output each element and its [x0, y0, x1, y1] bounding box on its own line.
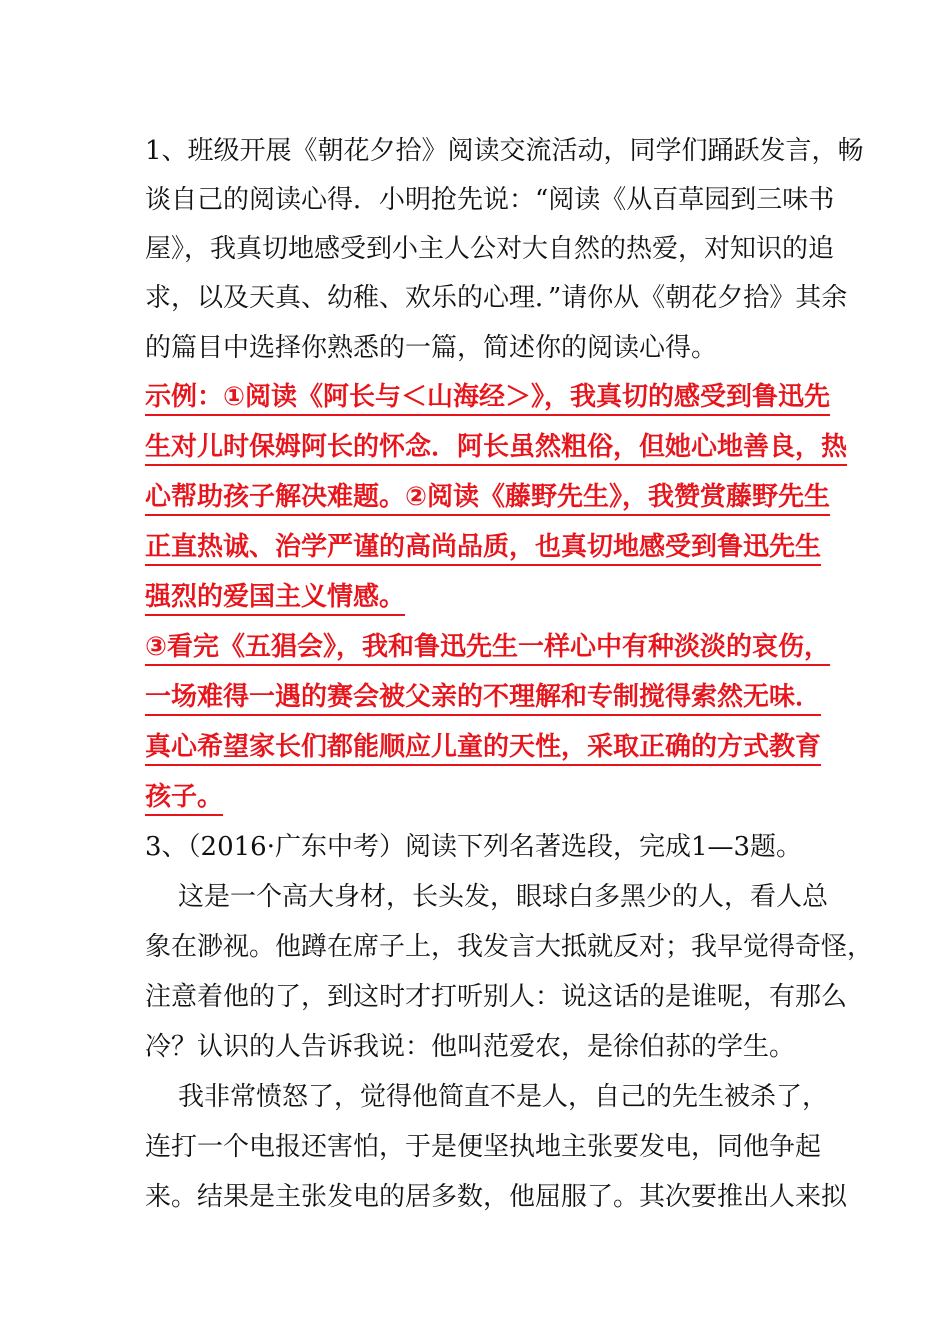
passage-line-7: 来。结果是主张发电的居多数，他屈服了。其次要推出人来拟	[145, 1182, 848, 1212]
question-1-line-3: 屋》，我真切地感受到小主人公对大自然的热爱，对知识的追	[145, 234, 835, 264]
answer-line-6: ③看完《五猖会》，我和鲁迅先生一样心中有种淡淡的哀伤，	[145, 632, 831, 662]
passage-line-2: 象在渺视。他蹲在席子上，我发言大抵就反对；我早觉得奇怪，	[145, 932, 874, 962]
answer-line-2: 生对儿时保姆阿长的怀念．阿长虽然粗俗，但她心地善良，热	[145, 432, 848, 462]
answer-line-5: 强烈的爱国主义情感。	[145, 582, 406, 612]
passage-line-6: 连打一个电报还害怕，于是便坚执地主张要发电，同他争起	[145, 1132, 822, 1162]
answer-line-1: 示例：①阅读《阿长与＜山海经＞》，我真切的感受到鲁迅先	[145, 382, 831, 412]
answer-line-4: 正直热诚、治学严谨的高尚品质，也真切地感受到鲁迅先生	[145, 532, 822, 562]
question-1-line-5: 的篇目中选择你熟悉的一篇，简述你的阅读心得。	[145, 333, 718, 363]
question-3-heading: 3、（2016·广东中考）阅读下列名著选段，完成1—3题。	[145, 832, 803, 862]
question-1-line-2: 谈自己的阅读心得．小明抢先说：“阅读《从百草园到三味书	[145, 185, 835, 215]
passage-line-4: 冷？认识的人告诉我说：他叫范爱农，是徐伯荪的学生。	[145, 1032, 796, 1062]
answer-line-9: 孩子。	[145, 782, 224, 812]
question-1-line-4: 求，以及天真、幼稚、欢乐的心理．”请你从《朝花夕拾》其余	[145, 283, 848, 313]
passage-line-5: 我非常愤怒了，觉得他简直不是人，自己的先生被杀了，	[178, 1082, 829, 1112]
answer-line-3: 心帮助孩子解决难题。②阅读《藤野先生》，我赞赏藤野先生	[145, 482, 831, 512]
question-1-line-1: 1、班级开展《朝花夕拾》阅读交流活动，同学们踊跃发言，畅	[145, 136, 864, 166]
answer-line-8: 真心希望家长们都能顺应儿童的天性，采取正确的方式教育	[145, 732, 822, 762]
passage-line-1: 这是一个高大身材，长头发，眼球白多黑少的人，看人总	[178, 882, 829, 912]
passage-line-3: 注意着他的了，到这时才打听别人：说这话的是谁呢，有那么	[145, 982, 848, 1012]
answer-line-7: 一场难得一遇的赛会被父亲的不理解和专制搅得索然无味．	[145, 682, 822, 712]
